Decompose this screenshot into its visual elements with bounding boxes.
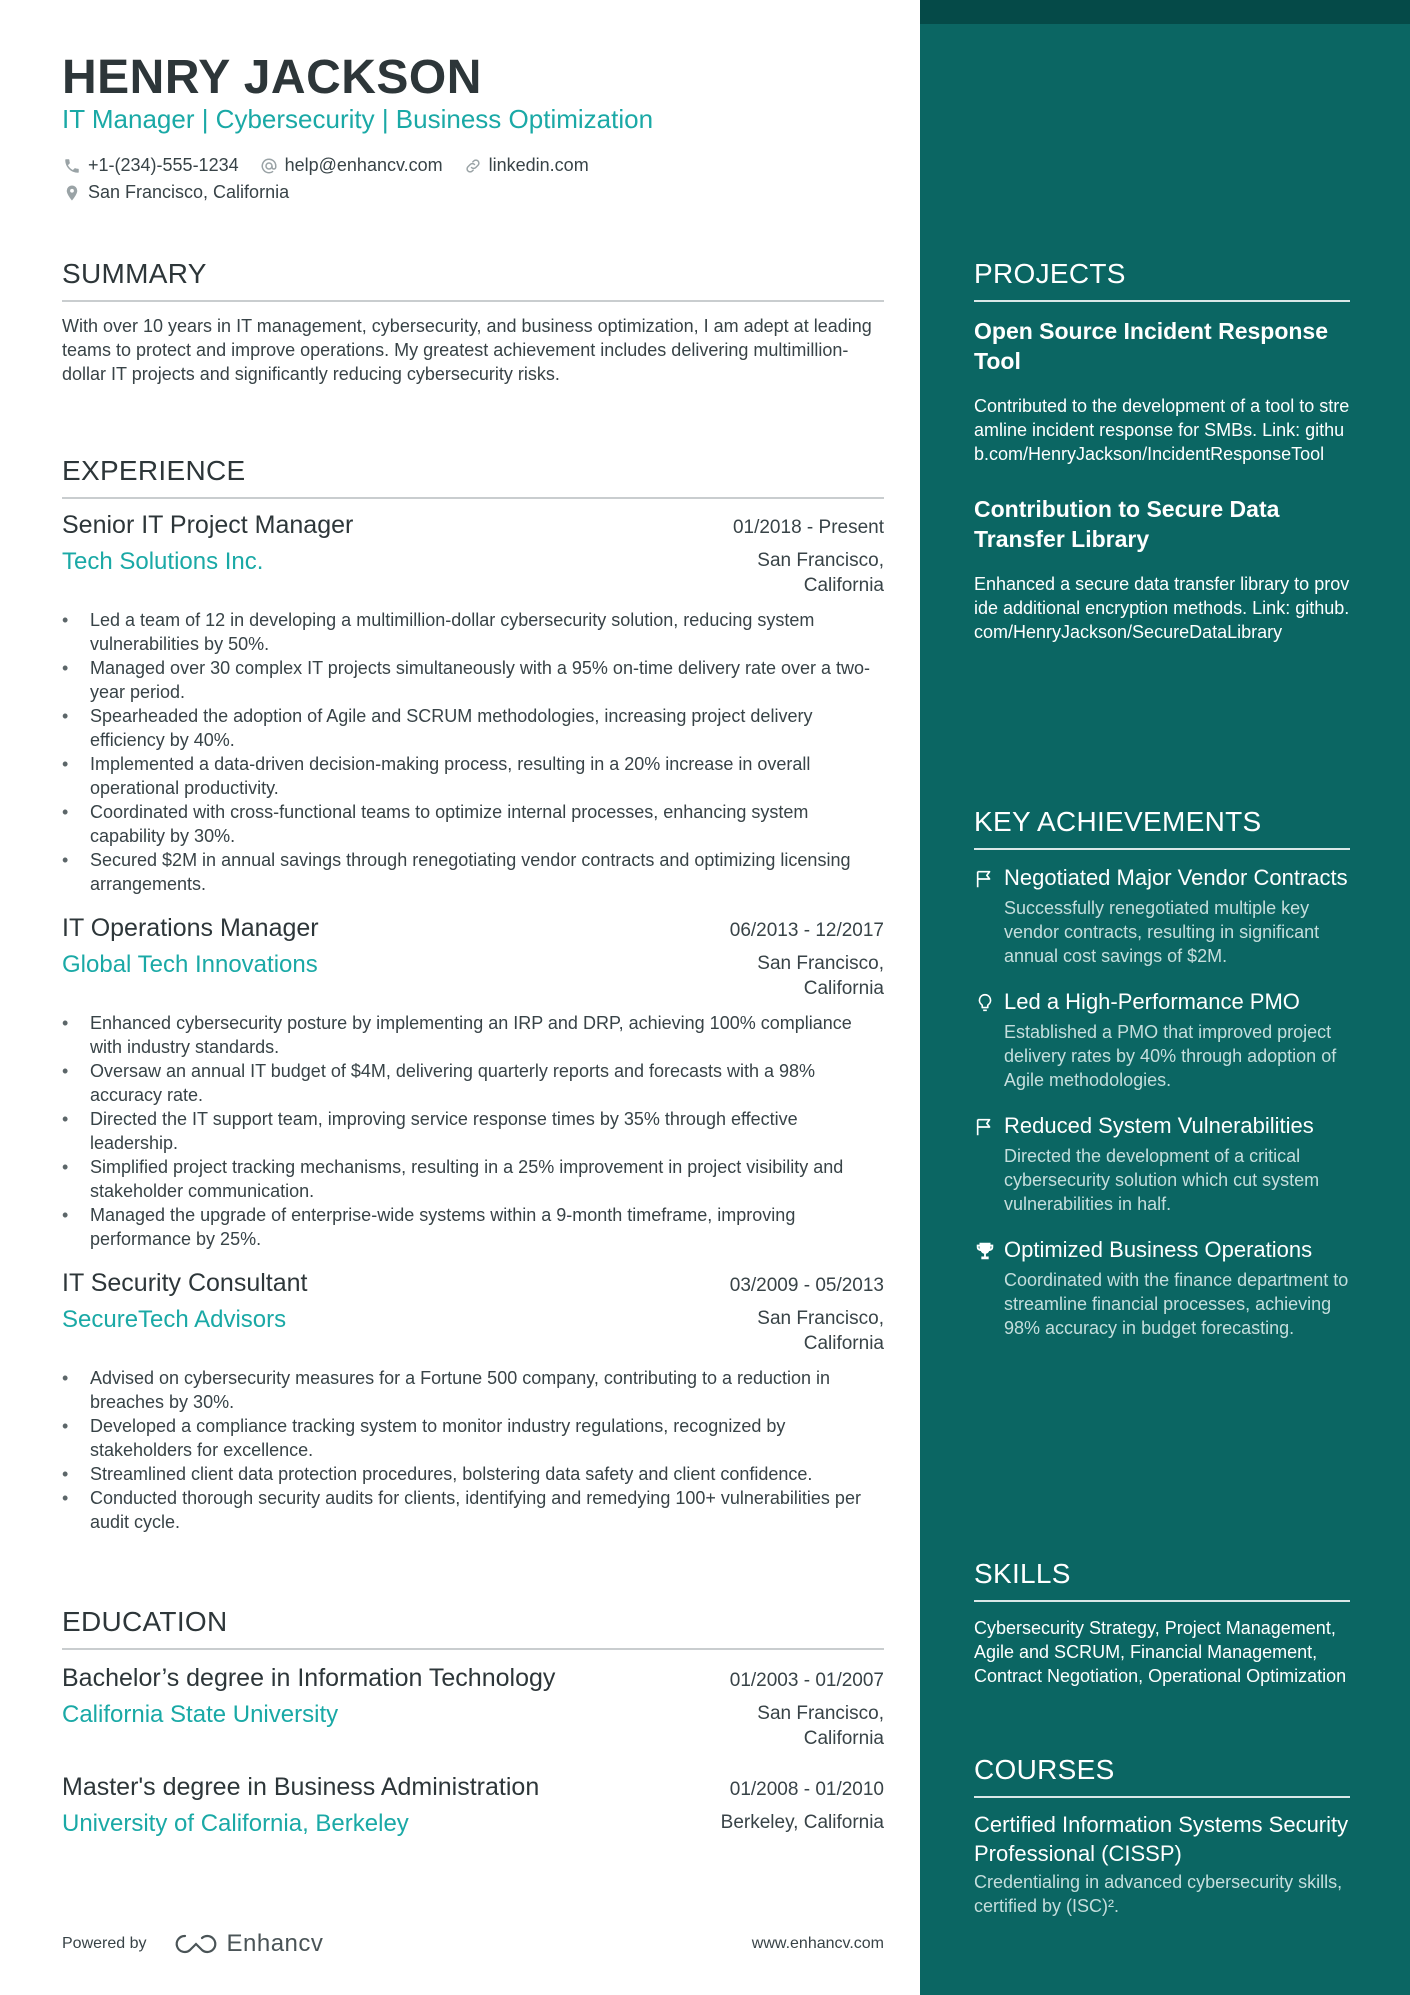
achievement-description: Successfully renegotiated multiple key vendor contracts, resulting in significant annual cost savings of $2M.	[1004, 898, 1320, 966]
summary-section	[62, 258, 884, 386]
bullet-item: • Implemented a data-driven decision-making process, resulting in a 20% increase in overall operational productivity.	[62, 752, 884, 800]
section-title: EXPERIENCE	[62, 455, 246, 486]
divider	[974, 1796, 1350, 1798]
company-name: Tech Solutions Inc.	[62, 548, 264, 575]
achievement-description: Established a PMO that improved project delivery rates by 40% through adoption of Agile methodologies.	[1004, 1022, 1337, 1090]
phone	[62, 155, 239, 176]
brand-logo[interactable]	[173, 1930, 324, 1958]
divider	[62, 1648, 884, 1650]
bullet-item: • Developed a compliance tracking system to monitor industry regulations, recognized by stakeholders for excellence.	[62, 1414, 884, 1462]
job-bullets	[62, 1366, 884, 1534]
phone-text: +1-(234)-555-1234	[88, 155, 239, 175]
achievement-description: Directed the development of a critical cybersecurity solution which cut system vulnerabilities in half.	[1004, 1146, 1320, 1214]
achievement-title: Negotiated Major Vendor Contracts	[1004, 865, 1348, 890]
candidate-name: HENRY JACKSON	[62, 51, 482, 104]
achievements-section	[974, 806, 1350, 1340]
course-description: Credentialing in advanced cybersecurity skills, certified by (ISC)².	[974, 1872, 1343, 1916]
education-date: 01/2008 - 01/2010	[729, 1779, 884, 1800]
job-title: Senior IT Project Manager	[62, 511, 354, 539]
job-entry	[62, 914, 884, 1251]
job-entry	[62, 511, 884, 896]
courses-section	[974, 1754, 1350, 1918]
education-entry	[62, 1664, 884, 1751]
job-bullets	[62, 1011, 884, 1251]
achievement-item	[974, 1112, 1350, 1216]
bullet-item: • Simplified project tracking mechanisms, resulting in a 25% improvement in project visibility and stakeholder communication.	[62, 1155, 884, 1203]
achievement-title: Optimized Business Operations	[1004, 1237, 1313, 1262]
lightbulb-icon	[974, 988, 1004, 1092]
bullet-item: • Managed over 30 complex IT projects simultaneously with a 95% on-time delivery rate over a two-year period.	[62, 656, 884, 704]
bullet-item: • Spearheaded the adoption of Agile and SCRUM methodologies, increasing project delivery efficiency by 40%.	[62, 704, 884, 752]
divider	[974, 300, 1350, 302]
achievement-item	[974, 1236, 1350, 1340]
skills-section	[974, 1558, 1350, 1688]
divider	[974, 848, 1350, 850]
website-link[interactable]: www.enhancv.com	[751, 1935, 884, 1952]
job-date: 03/2009 - 05/2013	[729, 1275, 884, 1296]
degree: Bachelor’s degree in Information Technology	[62, 1664, 556, 1692]
candidate-title: IT Manager | Cybersecurity | Business Optimization	[62, 104, 654, 134]
email[interactable]	[259, 155, 443, 176]
achievement-title: Reduced System Vulnerabilities	[1004, 1113, 1314, 1138]
bullet-item: • Managed the upgrade of enterprise-wide systems within a 9-month timeframe, improving performance by 25%.	[62, 1203, 884, 1251]
achievement-title: Led a High-Performance PMO	[1004, 989, 1300, 1014]
job-location: San Francisco, California	[757, 1308, 884, 1354]
bullet-item: • Conducted thorough security audits for clients, identifying and remedying 100+ vulnerabilities per audit cycle.	[62, 1486, 884, 1534]
course-title: Certified Information Systems Security Professional (CISSP)	[974, 1812, 1349, 1866]
divider	[62, 300, 884, 302]
job-entry	[62, 1269, 884, 1534]
flag-icon	[974, 1112, 1004, 1216]
location	[62, 182, 289, 203]
achievement-item	[974, 864, 1350, 968]
education-section	[62, 1606, 884, 1838]
footer	[62, 1930, 884, 1958]
powered-by	[62, 1930, 323, 1958]
education-date: 01/2003 - 01/2007	[729, 1670, 884, 1691]
bullet-item: • Enhanced cybersecurity posture by implementing an IRP and DRP, achieving 100% compliance with industry standards.	[62, 1011, 884, 1059]
divider	[62, 497, 884, 499]
job-location: San Francisco, California	[757, 953, 884, 999]
school-name: California State University	[62, 1701, 339, 1728]
trophy-icon	[974, 1236, 1004, 1340]
project-description: Contributed to the development of a tool to streamline incident response for SMBs. Link: github.com/HenryJackson/IncidentResponseTool	[974, 396, 1350, 464]
job-location: San Francisco, California	[757, 550, 884, 596]
divider	[974, 1600, 1350, 1602]
skills-text: Cybersecurity Strategy, Project Management, Agile and SCRUM, Financial Management, Contract Negotiation, Operational Optimization	[974, 1618, 1347, 1686]
job-title: IT Operations Manager	[62, 914, 319, 942]
education-location: San Francisco, California	[757, 1703, 884, 1749]
sidebar-top-bar	[920, 0, 1410, 24]
job-date: 06/2013 - 12/2017	[729, 920, 884, 941]
linkedin-text: linkedin.com	[488, 155, 589, 175]
powered-by-label: Powered by	[62, 1935, 147, 1952]
education-entry	[62, 1773, 884, 1838]
summary-text: With over 10 years in IT management, cybersecurity, and business optimization, I am adept at leading teams to protect and improve operations. My greatest achievement includes delivering multimillion-dollar IT projects and significantly reducing cybersecurity risks.	[62, 316, 872, 384]
at-icon	[259, 156, 279, 176]
section-title: SKILLS	[974, 1558, 1071, 1589]
bullet-item: • Secured $2M in annual savings through renegotiating vendor contracts and optimizing licensing arrangements.	[62, 848, 884, 896]
section-title: EDUCATION	[62, 1606, 228, 1637]
job-title: IT Security Consultant	[62, 1269, 308, 1297]
job-date: 01/2018 - Present	[732, 517, 884, 538]
bullet-item: • Coordinated with cross-functional teams to optimize internal processes, enhancing system capability by 30%.	[62, 800, 884, 848]
location-text: San Francisco, California	[88, 182, 290, 202]
project-title: Open Source Incident Response Tool	[974, 318, 1329, 374]
bullet-item: • Directed the IT support team, improving service response times by 35% through effective leadership.	[62, 1107, 884, 1155]
flag-icon	[974, 864, 1004, 968]
bullet-item: • Streamlined client data protection procedures, bolstering data safety and client confidence.	[62, 1462, 884, 1486]
company-name: Global Tech Innovations	[62, 951, 318, 978]
section-title: KEY ACHIEVEMENTS	[974, 806, 1262, 837]
section-title: SUMMARY	[62, 258, 207, 289]
achievement-item	[974, 988, 1350, 1092]
bullet-item: • Oversaw an annual IT budget of $4M, delivering quarterly reports and forecasts with a 98% accuracy rate.	[62, 1059, 884, 1107]
email-text: help@enhancv.com	[284, 155, 443, 175]
link-icon	[463, 156, 483, 176]
job-bullets	[62, 608, 884, 896]
phone-icon	[62, 156, 82, 176]
bullet-item: • Advised on cybersecurity measures for a Fortune 500 company, contributing to a reduction in breaches by 30%.	[62, 1366, 884, 1414]
degree: Master's degree in Business Administration	[62, 1773, 540, 1801]
sidebar	[920, 0, 1410, 1995]
projects-section	[974, 258, 1350, 644]
achievement-description: Coordinated with the finance department to streamline financial processes, achieving 98% accuracy in budget forecasting.	[1004, 1270, 1349, 1338]
section-title: COURSES	[974, 1754, 1115, 1785]
location-pin-icon	[62, 183, 82, 203]
project-description: Enhanced a secure data transfer library to provide additional encryption methods. Link: github.com/HenryJackson/SecureDataLibrary	[974, 574, 1350, 642]
section-title: PROJECTS	[974, 258, 1126, 289]
contact-info	[62, 152, 882, 206]
project-title: Contribution to Secure Data Transfer Library	[974, 496, 1280, 552]
school-name: University of California, Berkeley	[62, 1810, 409, 1837]
bullet-item: • Led a team of 12 in developing a multimillion-dollar cybersecurity solution, reducing system vulnerabilities by 50%.	[62, 608, 884, 656]
linkedin[interactable]	[463, 155, 589, 176]
education-location: Berkeley, California	[720, 1812, 884, 1833]
enhancv-logo-icon	[173, 1932, 219, 1956]
experience-section	[62, 455, 884, 1534]
brand-name: Enhancv	[226, 1930, 324, 1957]
company-name: SecureTech Advisors	[62, 1306, 287, 1333]
